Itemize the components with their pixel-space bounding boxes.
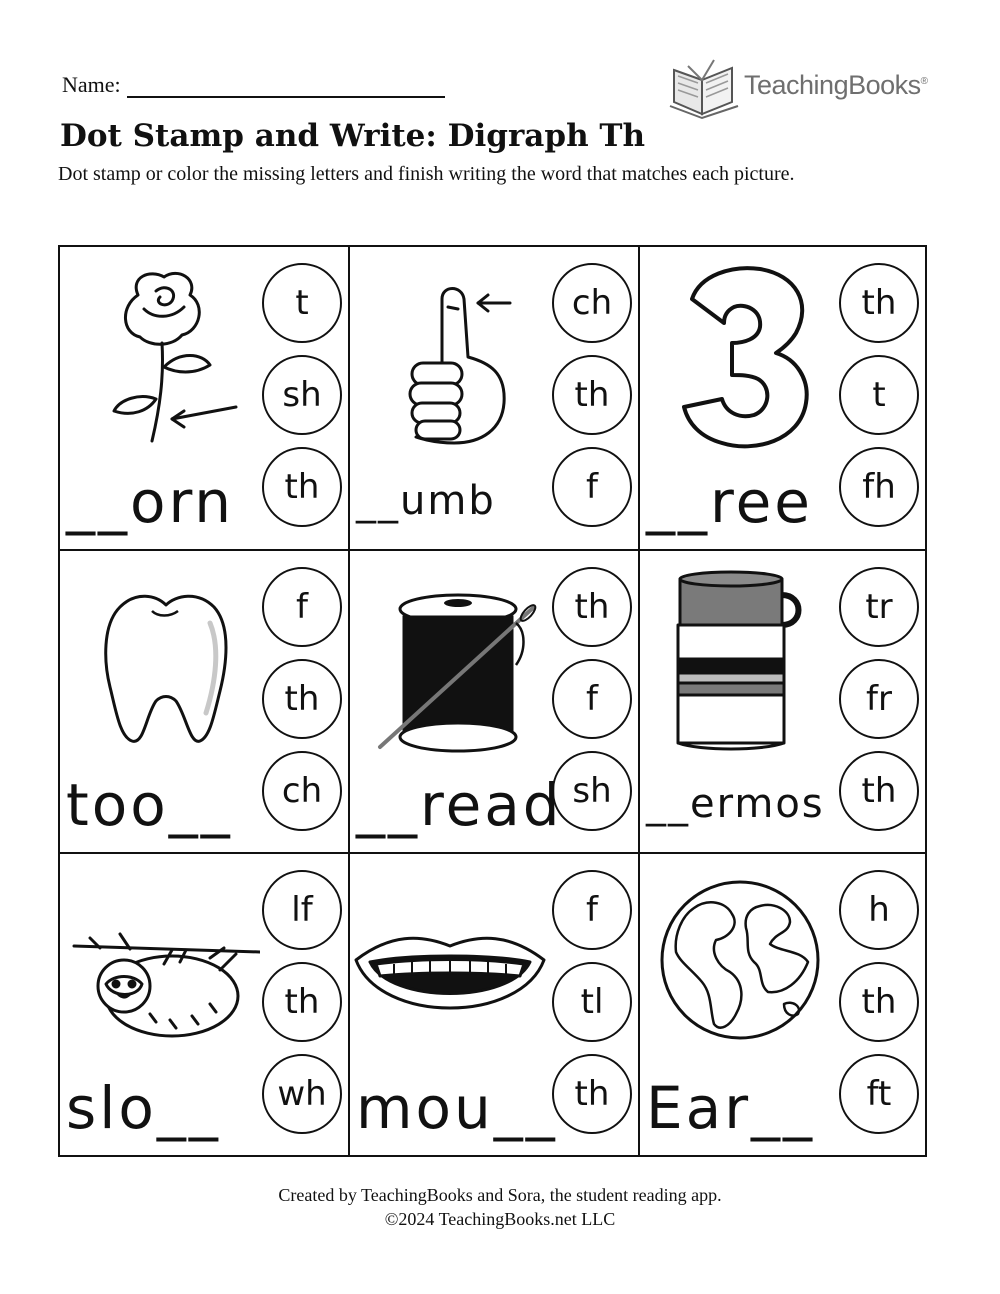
card-thumb <box>350 247 640 551</box>
letter-option[interactable]: th <box>552 567 632 647</box>
letter-option[interactable]: tl <box>552 962 632 1042</box>
thumbs-up-icon <box>350 247 550 457</box>
footer-copyright: ©2024 TeachingBooks.net LLC <box>384 1209 616 1229</box>
card-thread <box>350 551 640 854</box>
letter-option[interactable]: t <box>262 263 342 343</box>
word-prompt: Ear__ <box>646 1074 816 1142</box>
footer <box>0 1183 1000 1231</box>
word-prompt: mou__ <box>356 1074 558 1142</box>
mouth-icon <box>350 854 550 1064</box>
letter-option[interactable]: ch <box>262 751 342 831</box>
card-tooth <box>60 551 350 854</box>
word-prompt: __read <box>356 771 563 839</box>
teachingbooks-logo <box>668 56 938 120</box>
word-prompt: __ermos <box>646 781 825 827</box>
letter-option[interactable]: f <box>552 870 632 950</box>
card-thorn <box>60 247 350 551</box>
letter-option[interactable]: th <box>552 1054 632 1134</box>
footer-credit: Created by TeachingBooks and Sora, the student reading app. <box>278 1185 722 1205</box>
thread-spool-icon <box>350 551 550 761</box>
letter-option[interactable]: lf <box>262 870 342 950</box>
letter-option[interactable]: ft <box>839 1054 919 1134</box>
card-earth <box>640 854 925 1155</box>
instructions: Dot stamp or color the missing letters and finish writing the word that matches each picture. <box>58 163 795 185</box>
word-prompt: __ree <box>646 468 813 536</box>
name-label: Name: <box>62 72 121 97</box>
page-title: Dot Stamp and Write: Digraph Th <box>60 118 646 154</box>
letter-option[interactable]: th <box>839 263 919 343</box>
thermos-icon <box>640 551 840 761</box>
name-blank-line[interactable] <box>127 70 445 98</box>
rose-icon <box>60 247 260 457</box>
brand-name: TeachingBooks® <box>744 70 928 100</box>
letter-option[interactable]: f <box>262 567 342 647</box>
letter-option[interactable]: th <box>262 659 342 739</box>
tooth-icon <box>60 551 260 761</box>
letter-option[interactable]: h <box>839 870 919 950</box>
letter-option[interactable]: t <box>839 355 919 435</box>
name-row <box>62 70 445 98</box>
globe-icon <box>640 854 840 1064</box>
letter-option[interactable]: th <box>262 447 342 527</box>
letter-option[interactable]: wh <box>262 1054 342 1134</box>
letter-option[interactable]: th <box>839 751 919 831</box>
sloth-icon <box>60 854 260 1064</box>
letter-option[interactable]: f <box>552 659 632 739</box>
worksheet-grid <box>58 245 927 1157</box>
letter-option[interactable]: th <box>839 962 919 1042</box>
word-prompt: too__ <box>66 771 233 839</box>
word-prompt: __orn <box>66 468 235 536</box>
card-mouth <box>350 854 640 1155</box>
letter-option[interactable]: ch <box>552 263 632 343</box>
letter-option[interactable]: sh <box>262 355 342 435</box>
letter-option[interactable]: th <box>552 355 632 435</box>
letter-option[interactable]: tr <box>839 567 919 647</box>
open-book-icon <box>668 56 742 120</box>
letter-option[interactable]: f <box>552 447 632 527</box>
letter-option[interactable]: fh <box>839 447 919 527</box>
letter-option[interactable]: fr <box>839 659 919 739</box>
word-prompt: slo__ <box>66 1074 221 1142</box>
word-prompt: __umb <box>356 478 496 524</box>
card-three <box>640 247 925 551</box>
number-three-icon <box>640 247 840 457</box>
letter-option[interactable]: th <box>262 962 342 1042</box>
card-thermos <box>640 551 925 854</box>
card-sloth <box>60 854 350 1155</box>
letter-option[interactable]: sh <box>552 751 632 831</box>
